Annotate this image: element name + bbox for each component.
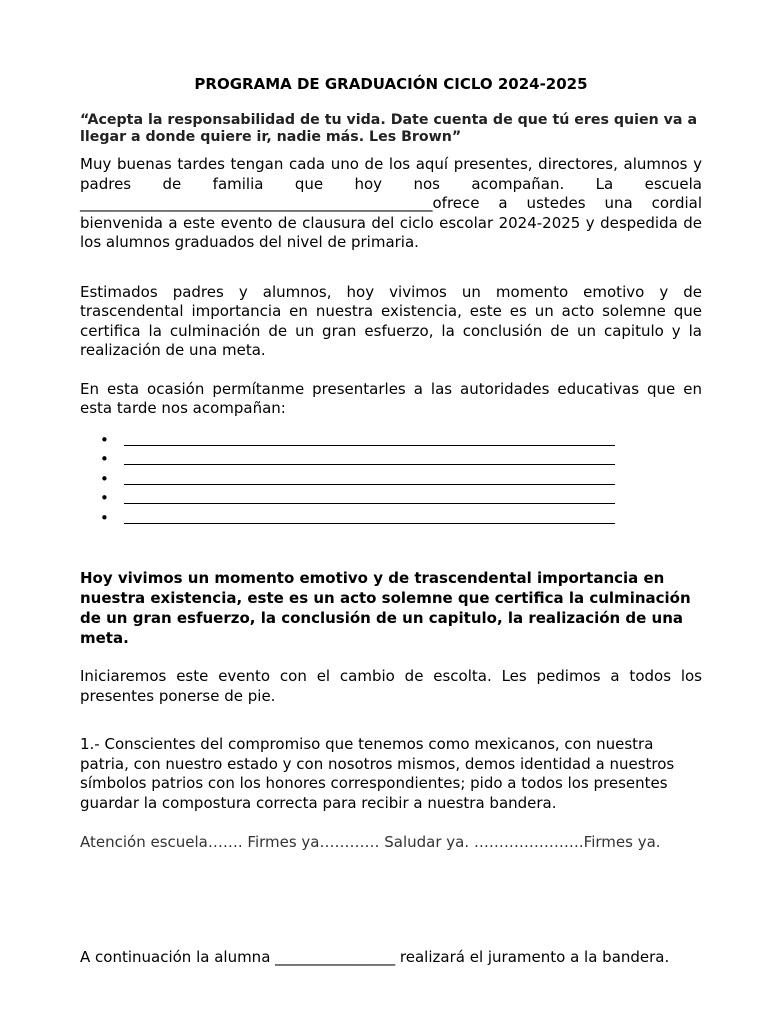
authority-list-item bbox=[80, 431, 702, 451]
authority-name-blank bbox=[124, 450, 615, 465]
authority-name-blank bbox=[124, 489, 615, 504]
flag-commands-line: Atención escuela……. Firmes ya………… Saludar ya. ………………….Firmes ya. bbox=[80, 833, 661, 852]
school-name-blank: _______________________________________________ bbox=[80, 194, 433, 212]
student-name-blank: ________________ bbox=[275, 948, 396, 967]
authority-list-item bbox=[80, 509, 702, 529]
oath-text-end: realizará el juramento a la bandera. bbox=[395, 948, 670, 967]
authority-list-item bbox=[80, 450, 702, 470]
bullet-icon: • bbox=[100, 450, 109, 469]
bullet-icon: • bbox=[100, 489, 109, 508]
bold-emotive-paragraph: Hoy vivimos un momento emotivo y de trascendental importancia en nuestra existencia, este es un acto solemne que certifica la culminación de un gran esfuerzo, la conclusión de un capitulo, la realización de una meta. bbox=[80, 569, 691, 648]
authorities-intro-paragraph: En esta ocasión permítanme presentarles a las autoridades educativas que en esta tarde nos acompañan: bbox=[80, 379, 702, 417]
flag-oath-line bbox=[80, 948, 702, 968]
bullet-icon: • bbox=[100, 508, 109, 527]
bullet-icon: • bbox=[100, 430, 109, 449]
welcome-text-end: ofrece a ustedes una cordial bienvenida a este evento de clausura del ciclo escolar 2024-2025 y despedida de los alumnos graduados del nivel de primaria. bbox=[80, 194, 702, 251]
epigraph-quote: “Acepta la responsabilidad de tu vida. Date cuenta de que tú eres quien va a llegar a donde quiere ir, nadie más. Les Brown” bbox=[80, 112, 698, 145]
authority-name-blank bbox=[124, 470, 615, 485]
authority-name-blank bbox=[124, 509, 615, 524]
bullet-icon: • bbox=[100, 469, 109, 488]
escort-change-paragraph: Iniciaremos este evento con el cambio de escolta. Les pedimos a todos los presentes ponerse de pie. bbox=[80, 667, 702, 705]
national-symbols-paragraph: 1.- Conscientes del compromiso que tenemos como mexicanos, con nuestra patria, con nuestro estado y con nosotros mismos, demos identidad a nuestros símbolos patrios con los honores correspondientes; pido a todos los presentes guardar la compostura correcta para recibir a nuestra bandera. bbox=[80, 735, 675, 812]
document-title: PROGRAMA DE GRADUACIÓN CICLO 2024-2025 bbox=[194, 75, 588, 93]
authority-list-item bbox=[80, 470, 702, 490]
oath-text-start: A continuación la alumna bbox=[80, 948, 276, 967]
emotive-moment-paragraph: Estimados padres y alumnos, hoy vivimos un momento emotivo y de trascendental importancia en nuestra existencia, este es un acto solemne que certifica la culminación de un gran esfuerzo, la conclusión de un capitulo y la realización de una meta. bbox=[80, 282, 702, 359]
welcome-paragraph bbox=[80, 155, 702, 253]
authority-name-blank bbox=[124, 431, 615, 446]
authorities-list bbox=[80, 431, 702, 529]
welcome-text-start: Muy buenas tardes tengan cada uno de los aquí presentes, directores, alumnos y padres de familia que hoy nos acompañan. La escuela bbox=[80, 155, 702, 193]
authority-list-item bbox=[80, 489, 702, 509]
